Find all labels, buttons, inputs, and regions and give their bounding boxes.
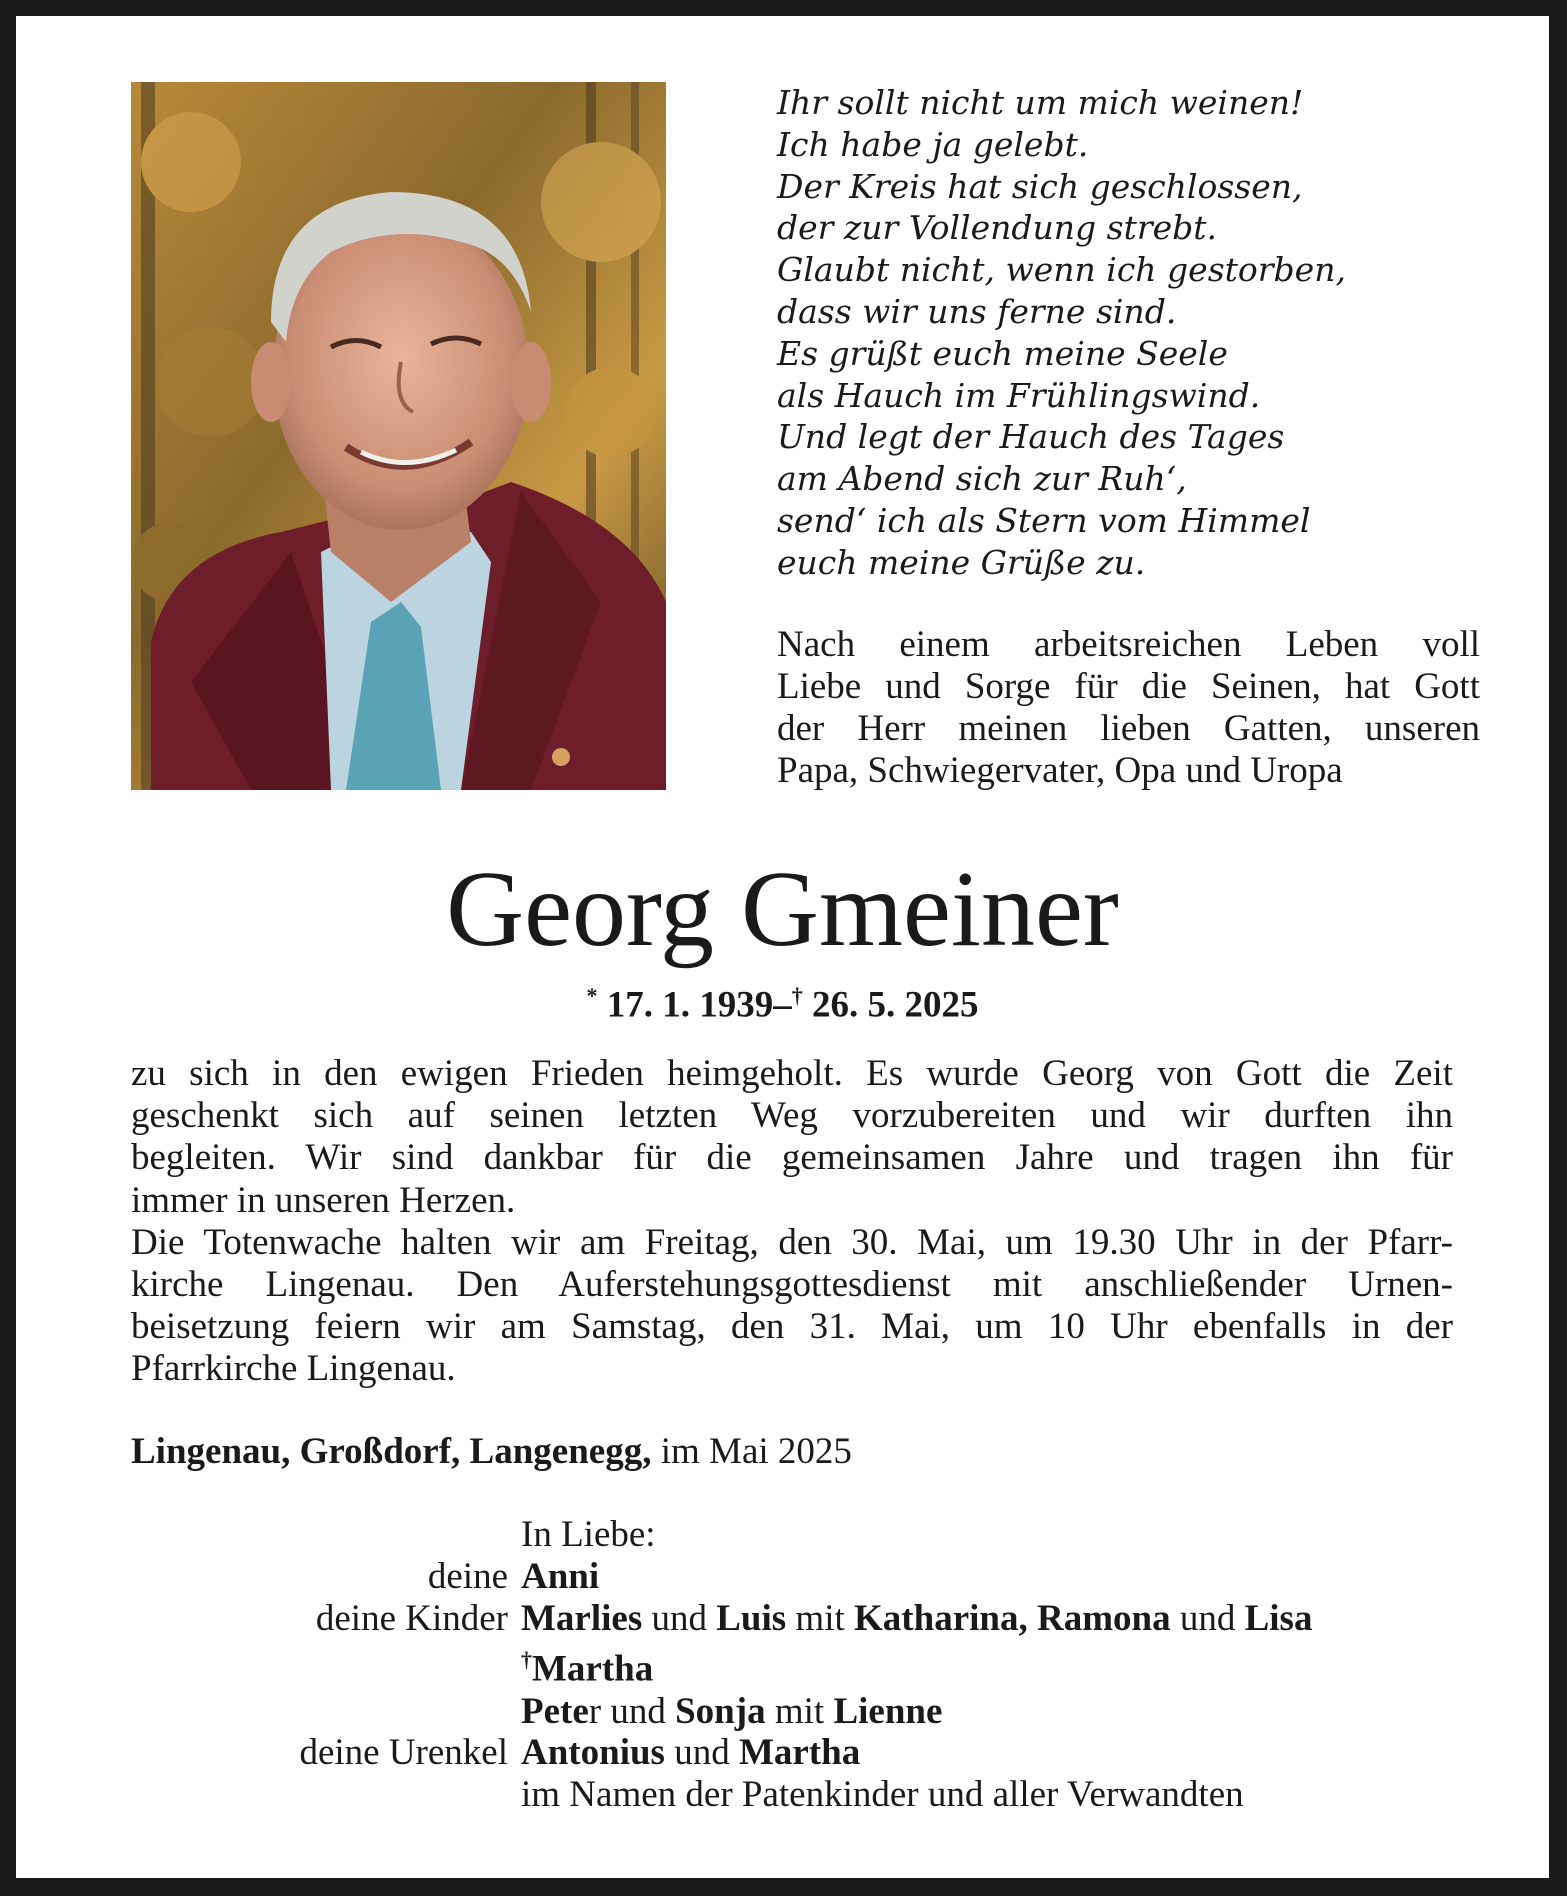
intro-line: der Herr meinen lieben Gatten, unseren	[777, 708, 1480, 749]
death-symbol: †	[791, 983, 803, 1008]
mourner-name: Pete	[521, 1690, 589, 1732]
children-row-3	[131, 1691, 1491, 1733]
mourner-name: Marlies	[521, 1597, 643, 1639]
portrait-photo	[131, 82, 666, 790]
connector: mit	[795, 1597, 845, 1639]
mourner-name: Sonja	[675, 1690, 766, 1732]
row-label	[131, 1514, 521, 1556]
body-line: geschenkt sich auf seinen letzten Weg vorzubereiten und wir durften ihn	[131, 1095, 1453, 1137]
mourner-name: Antonius	[521, 1732, 665, 1774]
body-line: begleiten. Wir sind dankbar für die gemeinsamen Jahre und tragen ihn für	[131, 1137, 1453, 1179]
signoff-heading: In Liebe:	[521, 1514, 656, 1555]
body-line: Pfarrkirche Lingenau.	[131, 1348, 456, 1390]
poem-line: der zur Vollendung strebt.	[777, 208, 1218, 248]
poem-line: als Hauch im Frühlingswind.	[777, 375, 1261, 415]
obituary-page	[16, 16, 1549, 1878]
poem-line: Es grüßt euch meine Seele	[777, 333, 1228, 373]
greatgrandchildren-row	[131, 1732, 1491, 1774]
connector: und	[651, 1597, 707, 1639]
poem-line: send‘ ich als Stern vom Himmel	[777, 500, 1311, 540]
row-label	[131, 1639, 521, 1690]
closing-line: im Namen der Patenkinder und aller Verwandten	[521, 1774, 1244, 1816]
wife-name: Anni	[521, 1555, 600, 1597]
intro-line: Papa, Schwiegervater, Opa und Uropa	[777, 750, 1343, 791]
body-line: zu sich in den ewigen Frieden heimgeholt. Es wurde Georg von Gott die Zeit	[131, 1053, 1453, 1094]
row-label	[131, 1691, 521, 1733]
body-line: beisetzung feiern wir am Samstag, den 31. Mai, um 10 Uhr ebenfalls in der	[131, 1306, 1453, 1348]
life-dates	[16, 974, 1549, 1027]
date-separator: –	[773, 984, 792, 1026]
wife-label: deine	[427, 1555, 508, 1597]
signoff-heading-row	[131, 1514, 1491, 1556]
connector: und	[610, 1690, 666, 1732]
children-row-2	[131, 1639, 1491, 1690]
place-and-date	[131, 1430, 852, 1474]
body-line: immer in unseren Herzen.	[131, 1179, 516, 1221]
wife-row	[131, 1556, 1491, 1598]
poem-line: dass wir uns ferne sind.	[777, 291, 1177, 331]
issue-date: im Mai 2025	[660, 1431, 852, 1472]
death-date: 26. 5. 2025	[812, 984, 979, 1026]
birth-symbol: *	[586, 983, 598, 1008]
poem-line: euch meine Grüße zu.	[777, 542, 1146, 582]
poem	[777, 82, 1497, 584]
poem-line: Glaubt nicht, wenn ich gestorben,	[777, 250, 1346, 290]
connector: und	[1179, 1597, 1236, 1639]
mourner-name: Martha	[738, 1732, 861, 1774]
body-line: kirche Lingenau. Den Auferstehungsgottesdienst mit anschließender Urnen-	[131, 1264, 1453, 1306]
children-row	[131, 1598, 1491, 1640]
closing-row	[131, 1774, 1491, 1816]
poem-line: Der Kreis hat sich geschlossen,	[777, 166, 1303, 206]
mourner-name-rest: r	[588, 1690, 602, 1732]
connector: und	[674, 1732, 730, 1774]
body-line: Die Totenwache halten wir am Freitag, den 30. Mai, um 19.30 Uhr in der Pfarr-	[131, 1221, 1453, 1263]
poem-line: Und legt der Hauch des Tages	[777, 417, 1285, 457]
poem-line: am Abend sich zur Ruh‘,	[777, 459, 1187, 499]
mourner-name: Lienne	[833, 1690, 943, 1732]
mourner-name: Luis	[716, 1597, 787, 1639]
mourner-name: Katharina, Ramona	[854, 1597, 1171, 1639]
intro-line: Liebe und Sorge für die Seinen, hat Gott	[777, 666, 1480, 707]
intro-line: Nach einem arbeitsreichen Leben voll	[777, 624, 1480, 665]
mourner-name: Martha	[532, 1648, 654, 1690]
birth-date: 17. 1. 1939	[606, 984, 774, 1026]
poem-line: Ich habe ja gelebt.	[777, 124, 1089, 164]
row-label	[131, 1774, 521, 1816]
mourners-list	[131, 1514, 1491, 1816]
connector: mit	[774, 1690, 825, 1732]
body-paragraph	[131, 1053, 1453, 1391]
children-label: deine Kinder	[315, 1597, 508, 1639]
place-names: Lingenau, Großdorf, Langenegg,	[131, 1431, 652, 1472]
cross-symbol: †	[521, 1647, 532, 1673]
mourner-name: Lisa	[1244, 1597, 1313, 1639]
poem-line: Ihr sollt nicht um mich weinen!	[777, 83, 1304, 122]
greatgrand-label: deine Urenkel	[299, 1732, 508, 1774]
intro-paragraph	[777, 624, 1480, 792]
deceased-name: Georg Gmeiner	[446, 850, 1119, 969]
portrait-image	[131, 82, 666, 790]
